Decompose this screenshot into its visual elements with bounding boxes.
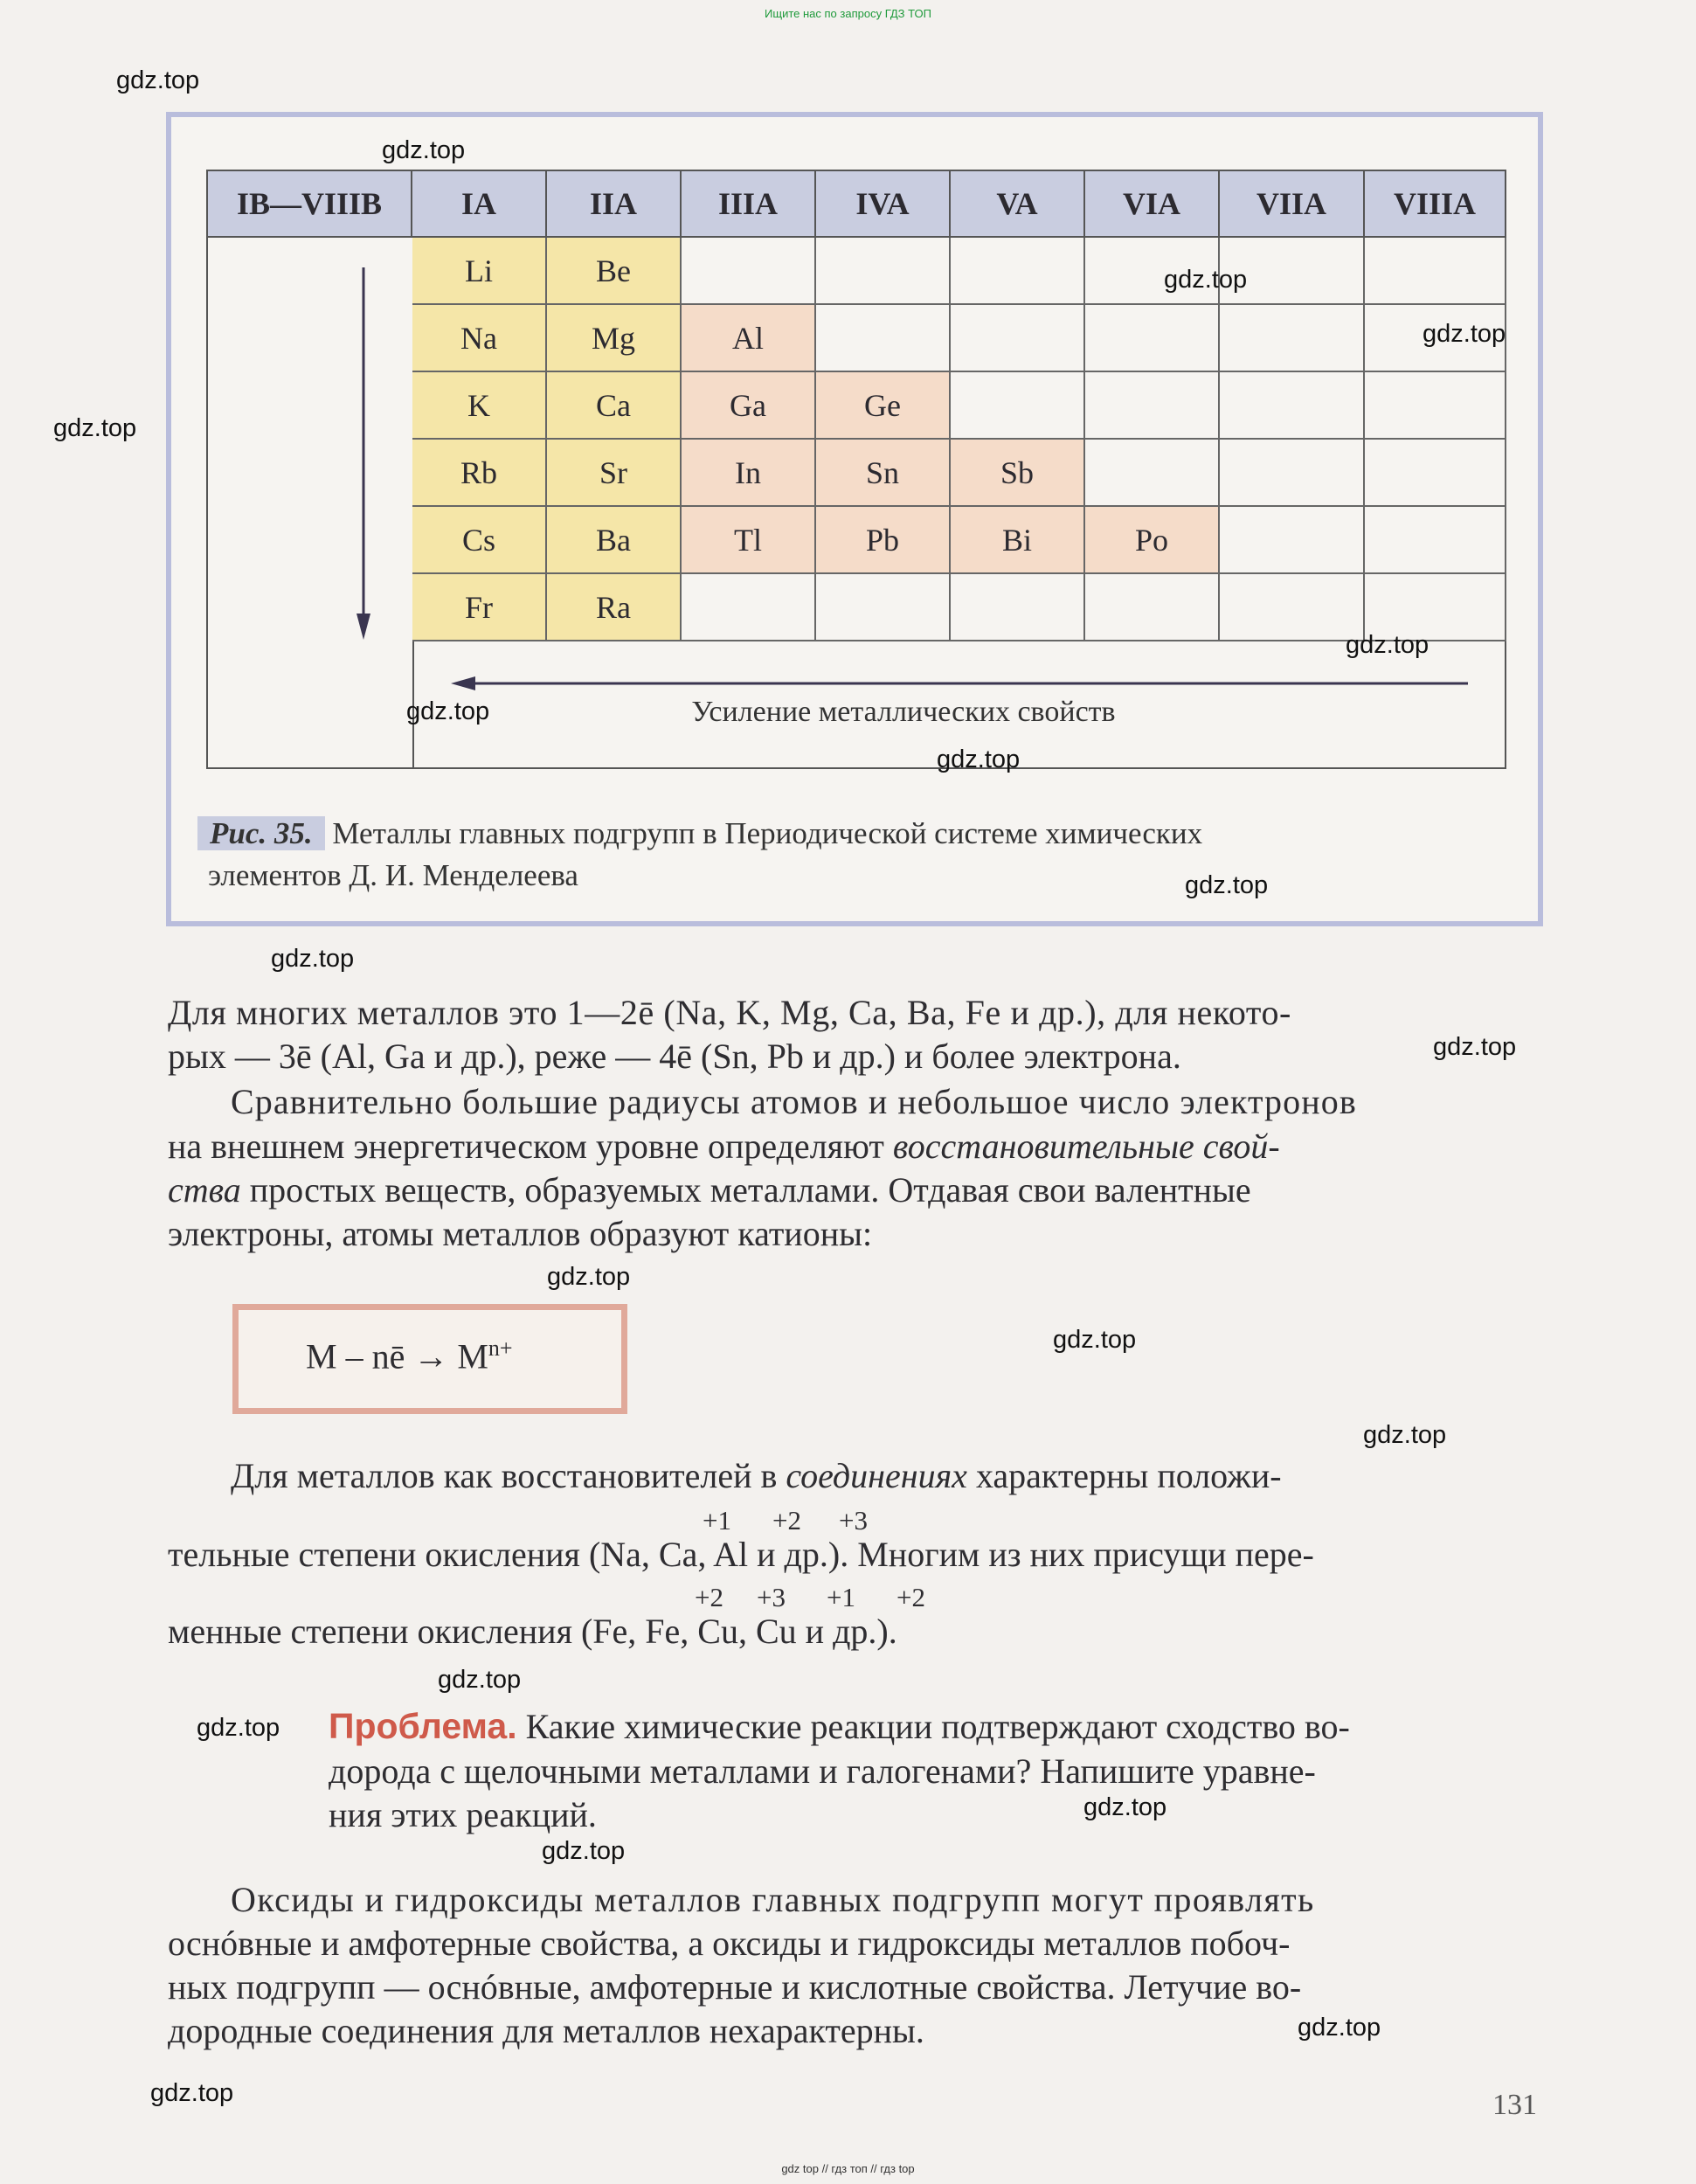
empty-cell — [951, 305, 1085, 372]
watermark: gdz.top — [271, 945, 355, 973]
caption-line-1: Металлы главных подгрупп в Периодической системе химических — [332, 816, 1203, 850]
paragraph-2-line-3 — [168, 1169, 1251, 1210]
element-cell: Sr — [547, 440, 682, 507]
element-cell: Ga — [682, 372, 816, 440]
footer-note: gdz top // гдз топ // гдз top — [781, 2162, 915, 2175]
element-cell: Al — [682, 305, 816, 372]
watermark: gdz.top — [382, 136, 466, 164]
formula-text: M – nē → M — [306, 1336, 488, 1376]
element-cell: Na — [412, 305, 547, 372]
watermark: gdz.top — [1298, 2014, 1381, 2042]
empty-cell — [816, 574, 951, 641]
element-cell: Ge — [816, 372, 951, 440]
empty-cell — [1220, 507, 1365, 574]
paragraph-4-line-1: Оксиды и гидроксиды металлов главных подгрупп могут проявлять — [231, 1880, 1315, 1919]
empty-cell — [1085, 440, 1220, 507]
problem-line-1 — [329, 1706, 1350, 1747]
paragraph-2-italic-2: ства — [168, 1170, 241, 1210]
paragraph-4-line-2: оснóвные и амфотерные свойства, а оксиды и гидроксиды металлов побоч- — [168, 1924, 1291, 1963]
oxidation-state: +2 — [695, 1582, 723, 1612]
oxidation-state: +1 — [827, 1582, 855, 1612]
watermark: gdz.top — [1363, 1421, 1447, 1449]
watermark: gdz.top — [1346, 631, 1429, 659]
oxidation-state: +2 — [772, 1505, 801, 1536]
empty-cell — [1085, 574, 1220, 641]
empty-cell — [1365, 440, 1506, 507]
watermark: gdz.top — [438, 1666, 522, 1694]
group-header: IIIA — [682, 171, 816, 238]
empty-cell — [1365, 507, 1506, 574]
empty-cell — [816, 305, 951, 372]
periodic-table — [206, 170, 1506, 769]
oxidation-state: +3 — [839, 1505, 868, 1536]
oxidation-state: +2 — [896, 1582, 925, 1612]
empty-cell — [682, 238, 816, 305]
empty-cell — [1085, 305, 1220, 372]
element-cell: In — [682, 440, 816, 507]
group-header: IVA — [816, 171, 951, 238]
paragraph-2-line-1: Сравнительно большие радиусы атомов и небольшое число электронов — [231, 1082, 1357, 1121]
figure-number: Рис. 35. — [197, 816, 325, 850]
paragraph-1-line-2: рых — 3ē (Al, Ga и др.), реже — 4ē (Sn, Pb и др.) и более электрона. — [168, 1037, 1181, 1076]
group-header: IIA — [547, 171, 682, 238]
empty-cell — [951, 574, 1085, 641]
paragraph-3-line-1 — [231, 1455, 1282, 1496]
formula-superscript: n+ — [488, 1335, 513, 1361]
watermark: gdz.top — [1083, 1793, 1167, 1821]
paragraph-3-line-2: тельные степени окисления (Na, Ca, Al и др.). Многим из них присущи пере- — [168, 1535, 1314, 1574]
watermark: gdz.top — [150, 2079, 234, 2107]
problem-title: Проблема. — [329, 1706, 517, 1746]
element-cell: Ca — [547, 372, 682, 440]
element-cell: Sb — [951, 440, 1085, 507]
watermark: gdz.top — [1185, 871, 1269, 899]
empty-cell — [951, 238, 1085, 305]
element-cell: Fr — [412, 574, 547, 641]
empty-cell — [816, 238, 951, 305]
paragraph-4-line-4: дородные соединения для металлов нехарактерны. — [168, 2011, 924, 2050]
paragraph-3-italic: соединениях — [786, 1456, 967, 1495]
problem-line-3: ния этих реакций. — [329, 1795, 597, 1834]
group-header: VIA — [1085, 171, 1220, 238]
paragraph-2-line-2 — [168, 1126, 1280, 1167]
element-cell: Po — [1085, 507, 1220, 574]
empty-cell — [1220, 440, 1365, 507]
paragraph-2-line-4: электроны, атомы металлов образуют катионы: — [168, 1214, 873, 1253]
caption-line-2: элементов Д. И. Менделеева — [208, 858, 578, 892]
element-cell: Be — [547, 238, 682, 305]
paragraph-3-text: Для металлов как восстановителей в — [231, 1456, 778, 1495]
group-header: VA — [951, 171, 1085, 238]
watermark: gdz.top — [542, 1837, 626, 1865]
element-cell: Cs — [412, 507, 547, 574]
paragraph-4-line-3: ных подгрупп — оснóвные, амфотерные и кислотные свойства. Летучие во- — [168, 1967, 1302, 2007]
element-cell: Pb — [816, 507, 951, 574]
paragraph-2-text: на внешнем энергетическом уровне определяют — [168, 1127, 884, 1166]
figure-caption — [208, 813, 1475, 897]
oxidation-state: +3 — [757, 1582, 786, 1612]
watermark: gdz.top — [547, 1263, 631, 1291]
left-arrow-icon — [451, 676, 1468, 690]
watermark: gdz.top — [937, 745, 1021, 773]
paragraph-2-italic: восстановительные свой- — [892, 1127, 1280, 1166]
group-header: VIIA — [1220, 171, 1365, 238]
paragraph-2-text-2: простых веществ, образуемых металлами. Отдавая свои валентные — [249, 1170, 1251, 1210]
element-cell: Sn — [816, 440, 951, 507]
watermark: gdz.top — [197, 1714, 280, 1742]
element-cell: Mg — [547, 305, 682, 372]
header-note: Ищите нас по запросу ГДЗ ТОП — [765, 7, 931, 20]
element-cell: K — [412, 372, 547, 440]
watermark: gdz.top — [53, 414, 137, 442]
empty-cell — [951, 372, 1085, 440]
element-cell: Rb — [412, 440, 547, 507]
formula — [306, 1335, 513, 1376]
element-cell: Ba — [547, 507, 682, 574]
element-cell: Ra — [547, 574, 682, 641]
watermark: gdz.top — [1423, 320, 1506, 348]
arrow-label: Усиление металлических свойств — [691, 696, 1116, 728]
element-cell: Bi — [951, 507, 1085, 574]
element-cell: Tl — [682, 507, 816, 574]
empty-cell — [1365, 238, 1506, 305]
watermark: gdz.top — [116, 66, 200, 94]
element-cell: Li — [412, 238, 547, 305]
problem-line-2: дорода с щелочными металлами и галогенами? Напишите уравне- — [329, 1751, 1316, 1791]
empty-cell — [1220, 305, 1365, 372]
group-header: IA — [412, 171, 547, 238]
empty-cell — [682, 574, 816, 641]
paragraph-3-text-b: характерны положи- — [975, 1456, 1282, 1495]
group-header: IB—VIIIB — [208, 171, 412, 238]
paragraph-3-line-3: менные степени окисления (Fe, Fe, Cu, Cu и др.). — [168, 1612, 897, 1651]
oxidation-state: +1 — [703, 1505, 731, 1536]
empty-cell — [1220, 574, 1365, 641]
watermark: gdz.top — [1053, 1326, 1137, 1354]
page-number: 131 — [1492, 2089, 1537, 2121]
empty-cell — [1220, 372, 1365, 440]
empty-cell — [1365, 372, 1506, 440]
paragraph-1-line-1: Для многих металлов это 1—2ē (Na, K, Mg, Ca, Ba, Fe и др.), для некото- — [168, 993, 1291, 1032]
empty-cell — [1085, 372, 1220, 440]
watermark: gdz.top — [406, 697, 490, 725]
down-arrow-icon — [357, 267, 370, 640]
problem-text: Какие химические реакции подтверждают сходство во- — [525, 1707, 1350, 1746]
watermark: gdz.top — [1433, 1033, 1517, 1061]
watermark: gdz.top — [1164, 266, 1248, 294]
group-header: VIIIA — [1365, 171, 1506, 238]
